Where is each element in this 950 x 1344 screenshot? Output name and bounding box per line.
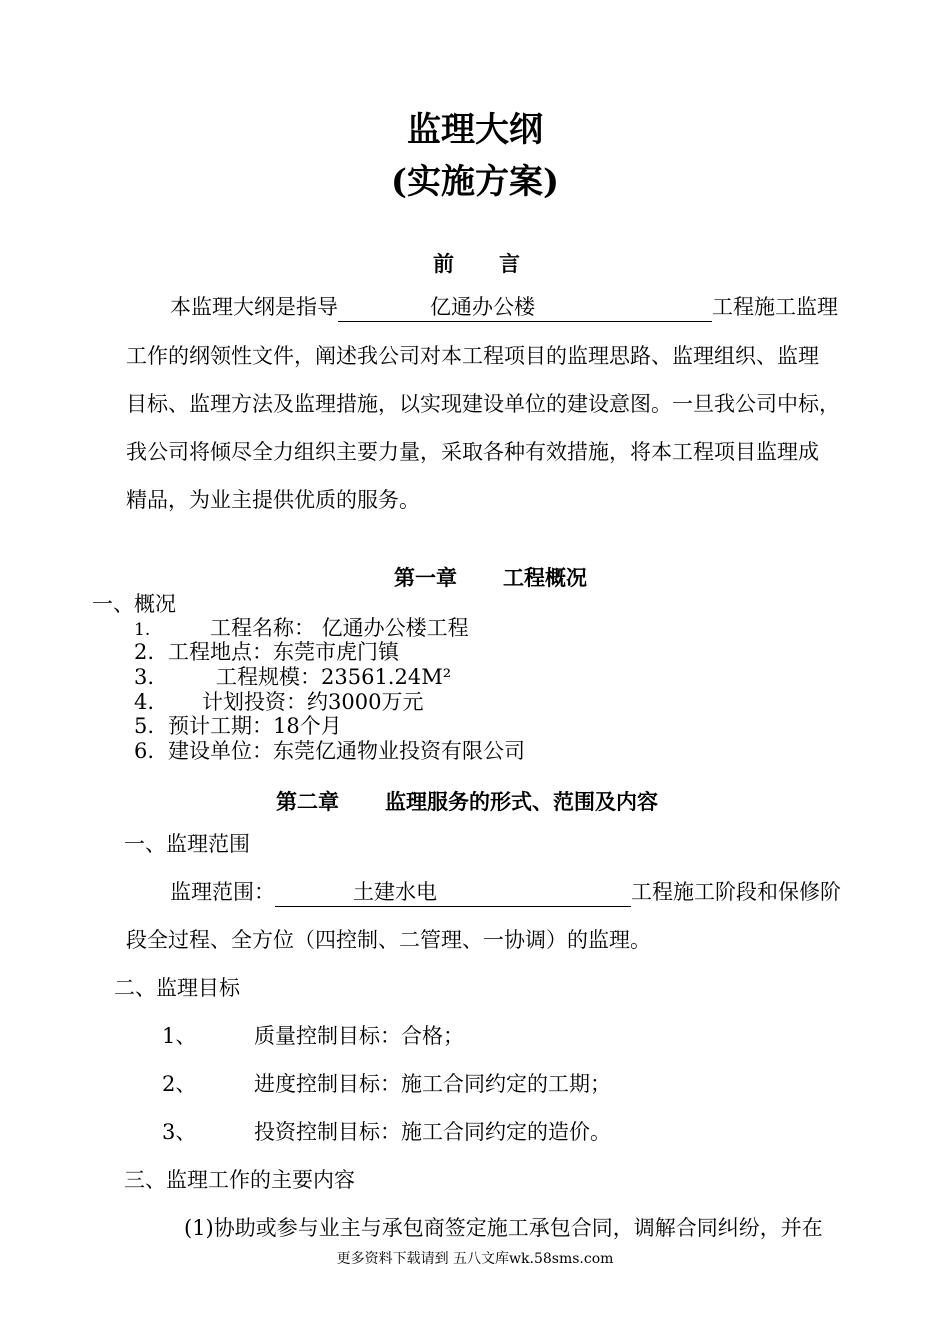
preface-line-4: 我公司将倾尽全力组织主要力量，采取各种有效措施，将本工程项目监理成: [126, 440, 819, 464]
scope-label: 监理范围：: [170, 880, 275, 904]
overview-item-text: 工程地点：东莞市虎门镇: [168, 640, 399, 664]
overview-item-num: 3.: [134, 665, 155, 689]
goal-item-3: [162, 1116, 611, 1146]
chapter2-section-1: 一、监理范围: [124, 832, 250, 856]
overview-item-text: 预计工期：18个月: [168, 714, 342, 738]
goal-item-text: 进度控制目标：施工合同约定的工期；: [254, 1072, 611, 1096]
preface-line1-pre: 本监理大纲是指导: [170, 295, 338, 319]
scope-line-1: [170, 876, 841, 907]
preface-line-2: 工作的纲领性文件，阐述我公司对本工程项目的监理思路、监理组织、监理: [126, 344, 819, 368]
preface-line-1: [170, 291, 838, 322]
chapter2-section-2: 二、监理目标: [114, 976, 240, 1000]
page-footer: 更多资料下载请到 五八文库wk.58sms.com: [336, 1251, 614, 1267]
chapter1-heading: [394, 562, 587, 592]
project-name: 亿通办公楼: [430, 295, 535, 319]
content-item-1: (1)协助或参与业主与承包商签定施工承包合同，调解合同纠纷，并在: [184, 1216, 823, 1240]
goal-item-text: 质量控制目标：合格；: [254, 1024, 464, 1048]
chapter2-num: 第二章: [276, 789, 339, 814]
goal-item-2: [162, 1068, 611, 1098]
goal-item-num: 2、: [162, 1072, 197, 1096]
chapter1-title: 工程概况: [503, 565, 587, 590]
chapter2-section-3: 三、监理工作的主要内容: [124, 1168, 355, 1192]
preface-heading-1: 前: [433, 251, 454, 276]
preface-heading-2: 言: [499, 251, 520, 276]
overview-item-text: 计划投资：约3000万元: [202, 690, 424, 714]
goal-item-1: [162, 1020, 464, 1050]
goal-item-num: 3、: [162, 1120, 197, 1144]
overview-item-text: 工程规模：23561.24M²: [216, 665, 452, 689]
overview-item-text: 建设单位：东莞亿通物业投资有限公司: [168, 739, 525, 763]
preface-line-5: 精品，为业主提供优质的服务。: [126, 488, 420, 512]
overview-item-num: 2.: [134, 640, 155, 664]
goal-item-num: 1、: [162, 1024, 197, 1048]
chapter2-title: 监理服务的形式、范围及内容: [385, 789, 658, 814]
scope-value: 土建水电: [353, 880, 437, 904]
project-name-field: [338, 291, 712, 322]
preface-line1-post: 工程施工监理: [712, 295, 838, 319]
preface-line-3: 目标、监理方法及监理措施，以实现建设单位的建设意图。一旦我公司中标，: [126, 392, 840, 416]
overview-item-6: [134, 735, 525, 765]
scope-field: [275, 876, 631, 907]
document-title: 监理大纲: [407, 110, 543, 150]
chapter2-heading: [276, 786, 658, 816]
overview-item-num: 1.: [134, 620, 151, 640]
chapter1-num: 第一章: [394, 565, 457, 590]
scope-post: 工程施工阶段和保修阶: [631, 880, 841, 904]
document-subtitle: (实施方案): [390, 162, 560, 202]
overview-item-text: 工程名称： 亿通办公楼工程: [210, 616, 469, 640]
overview-item-num: 5.: [134, 714, 155, 738]
chapter1-section: 一、概况: [92, 592, 176, 616]
overview-item-num: 4.: [134, 690, 155, 714]
goal-item-text: 投资控制目标：施工合同约定的造价。: [254, 1120, 611, 1144]
overview-item-num: 6.: [134, 739, 155, 763]
scope-line-2: 段全过程、全方位（四控制、二管理、一协调）的监理。: [126, 928, 651, 952]
